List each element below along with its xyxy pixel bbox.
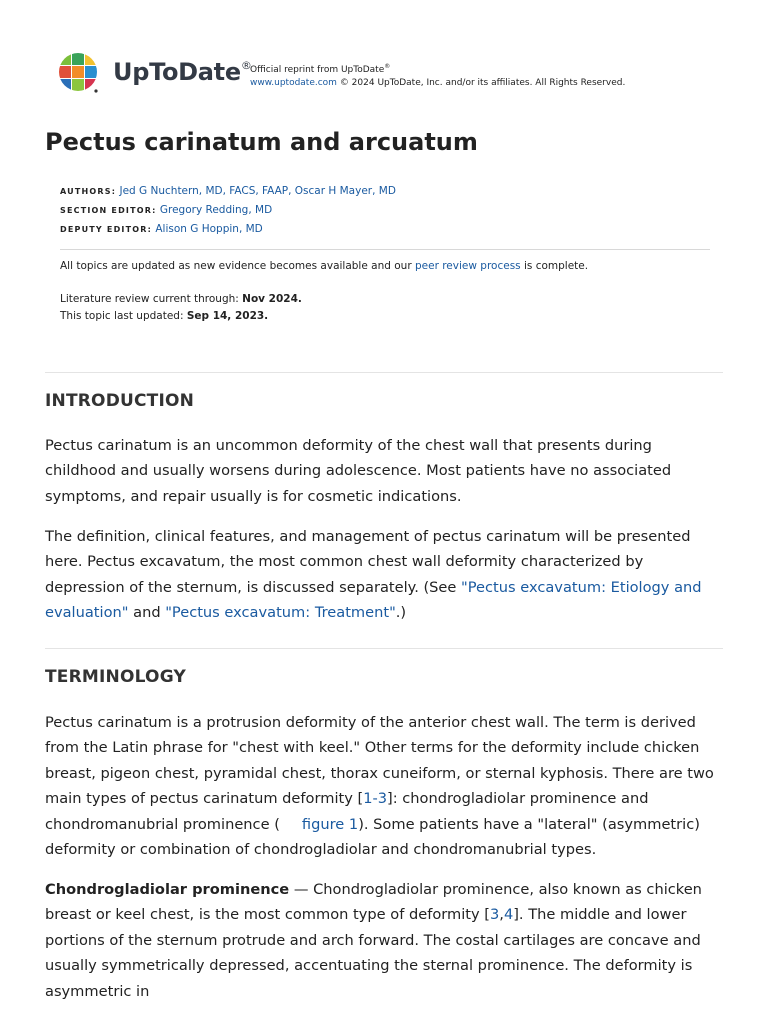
introduction-paragraph-2: The definition, clinical features, and management of pectus carinatum will be presented here. Pectus excavatum, the most common chest wall deformity characterized by depression of the sternum, is discussed separately. (See "Pectus excavatum: Etiology and evaluation" and "Pectus excavatum: Treatment".) (45, 528, 702, 622)
section-editor-row (60, 201, 396, 220)
authors-row (60, 182, 396, 201)
last-updated-date: This topic last updated: Sep 14, 2023. (60, 310, 269, 322)
review-dates (60, 291, 302, 325)
reference-link[interactable]: 3 (490, 906, 500, 924)
reference-link[interactable]: 4 (503, 906, 514, 924)
reprint-notice: Official reprint from UpToDate® www.uptodate.com © 2024 UpToDate, Inc. and/or its affiliates. All Rights Reserved. (250, 63, 626, 88)
deputy-editor-link[interactable]: Alison G Hoppin, MD (155, 223, 263, 235)
update-note: All topics are updated as new evidence becomes available and our peer review process is complete. (60, 260, 589, 272)
terminology-paragraph-2: Chondrogladiolar prominence — Chondrogladiolar prominence, also known as chicken breast or keel chest, is the most common type of deformity [3,4]. The middle and lower portions of the sternum protrude and arch forward. The costal cartilages are concave and usually symmetrically depressed, accentuating the sternal prominence. The deformity is asymmetric in (45, 881, 702, 1000)
section-divider (45, 372, 723, 373)
section-editor-link[interactable]: Gregory Redding, MD (159, 204, 273, 216)
section-divider (45, 648, 723, 649)
reference-link[interactable]: 1-3 (363, 790, 388, 808)
uptodate-site-link[interactable]: www.uptodate.com (250, 78, 337, 88)
deputy-editor-label: DEPUTY EDITOR: (60, 225, 152, 234)
brand-name: UpToDate® (113, 58, 252, 86)
divider (60, 249, 710, 250)
section-editor-label: SECTION EDITOR: (60, 206, 157, 215)
authors-link[interactable]: Jed G Nuchtern, MD, FACS, FAAP, Oscar H Mayer, MD (119, 185, 396, 197)
literature-review-date: Literature review current through: Nov 2024. (60, 293, 302, 305)
figure-1-link[interactable]: figure 1 (301, 815, 359, 833)
terminology-paragraph-1: Pectus carinatum is a protrusion deformity of the anterior chest wall. The term is derived from the Latin phrase for "chest with keel." Other terms for the deformity include chicken breast, pigeon chest, pyramidal chest, thorax cuneiform, or sternal kyphosis. There are two main types of pectus carinatum deformity [1-3]: chondrogladiolar prominence and chondromanubrial prominence ( figure 1). Some patients have a "lateral" (asymmetric) deformity or combination of chondrogladiolar and chondromanubrial types. (45, 714, 714, 859)
introduction-heading: INTRODUCTION (45, 391, 195, 411)
byline (60, 182, 396, 239)
introduction-paragraph-1: Pectus carinatum is an uncommon deformity of the chest wall that presents during childhood and usually worsens during adolescence. Most patients have no associated symptoms, and repair usually is for cosmetic indications. (45, 437, 672, 505)
pectus-excavatum-treatment-link[interactable]: "Pectus excavatum: Treatment" (165, 604, 396, 622)
pectus-excavatum-evaluation-link[interactable]: "Pectus excavatum: Etiology and evaluation" (45, 578, 702, 622)
peer-review-link[interactable]: peer review process (414, 260, 521, 272)
site-header (58, 52, 738, 96)
deputy-editor-row (60, 220, 396, 239)
page-title: Pectus carinatum and arcuatum (45, 128, 478, 156)
subheading-chondrogladiolar: Chondrogladiolar prominence (45, 881, 290, 898)
authors-label: AUTHORS: (60, 187, 117, 196)
terminology-heading: TERMINOLOGY (45, 667, 186, 687)
uptodate-logo-icon (58, 52, 100, 94)
